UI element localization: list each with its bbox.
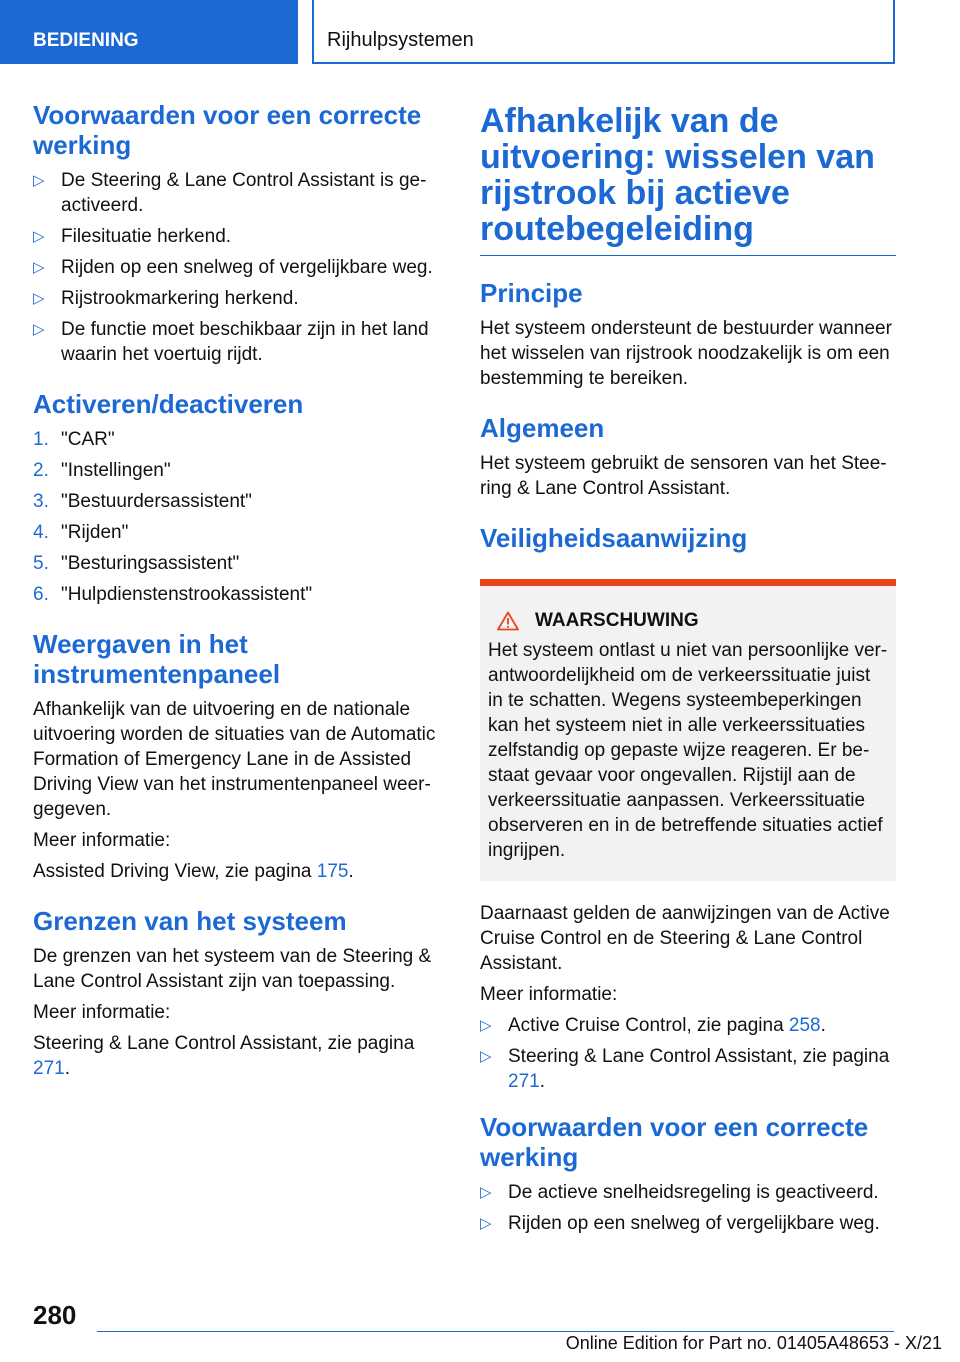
list-item: ▷ De actieve snelheidsregeling is geactiveerd.	[480, 1182, 879, 1203]
principle-paragraph: Het systeem ondersteunt de bestuurder wanneer het wisselen van rijstrook noodzakelijk is om een bestemming te bereiken.	[480, 318, 892, 389]
list-item: ▷ Active Cruise Control, zie pagina 258.	[480, 1015, 826, 1036]
step-item: 2. "Instellingen"	[33, 460, 171, 481]
footer-divider	[97, 1331, 894, 1332]
page-link-175[interactable]: 175	[316, 861, 349, 882]
triangle-bullet-icon: ▷	[480, 1215, 492, 1232]
list-item: ▷ De functie moet beschikbaar zijn in het land waarin het voertuig rijdt.	[33, 319, 429, 365]
more-info-label: Meer informatie:	[33, 830, 171, 851]
footer-edition: Online Edition for Part no. 01405A48653 - X/21	[565, 1333, 942, 1353]
limits-paragraph: De grenzen van het systeem van de Steering & Lane Control Assistant zijn van toepassing.	[33, 946, 432, 992]
warning-triangle-icon	[497, 611, 519, 631]
display-reference: Assisted Driving View, zie pagina 175.	[33, 861, 354, 882]
heading-limits: Grenzen van het systeem	[33, 906, 347, 936]
list-item: ▷ Rijstrookmarkering herkend.	[33, 288, 299, 309]
conditions-list-2	[480, 1180, 896, 1236]
step-item: 5. "Besturingsassistent"	[33, 553, 240, 574]
steps-list	[33, 427, 441, 607]
heading-principle: Principe	[480, 278, 583, 308]
also-paragraph: Daarnaast gelden de aanwijzingen van de Active Cruise Control en de Steering & Lane Control Assistant.	[480, 903, 890, 974]
page-number: 280	[33, 1300, 77, 1330]
heading-activate: Activeren/deactiveren	[33, 389, 304, 419]
heading-conditions: Voorwaarden voor een correcte werking	[33, 100, 422, 160]
heading-general: Algemeen	[480, 413, 605, 443]
list-item: ▷ Rijden op een snelweg of vergelijkbare weg.	[33, 257, 433, 278]
more-info-label: Meer informatie:	[480, 984, 618, 1005]
step-item: 1. "CAR"	[33, 429, 115, 450]
heading-conditions-2: Voorwaarden voor een correcte werking	[480, 1112, 869, 1172]
step-item: 4. "Rijden"	[33, 522, 129, 543]
limits-reference: Steering & Lane Control Assistant, zie pagina 271.	[33, 1033, 415, 1079]
left-column	[33, 100, 441, 1087]
triangle-bullet-icon: ▷	[480, 1048, 492, 1065]
triangle-bullet-icon: ▷	[480, 1184, 492, 1201]
list-item: ▷ Filesituatie herkend.	[33, 226, 232, 247]
header-section-tab	[0, 0, 298, 64]
triangle-bullet-icon: ▷	[33, 228, 45, 245]
page-link-258[interactable]: 258	[788, 1015, 821, 1036]
heading-safety: Veiligheidsaanwijzing	[480, 523, 748, 553]
warning-text: Het systeem ontlast u niet van persoonlijke verantwoordelijkheid om de verkeerssituatie juist in te schatten. Wegens systeembeperkingen kan het systeem niet in alle verkeerssituaties zelfstandig op gepaste wijze reageren. Er bestaat gevaar voor ongevallen. Rijstijl aan de verkeerssituatie aanpassen. Verkeerssituatie observeren en in de betreffende situaties actief ingrijpen.	[488, 640, 888, 861]
triangle-bullet-icon: ▷	[33, 321, 45, 338]
list-item: ▷ De Steering & Lane Control Assistant is geactiveerd.	[33, 170, 427, 216]
triangle-bullet-icon: ▷	[33, 172, 45, 189]
conditions-list	[33, 168, 441, 367]
page-link-271[interactable]: 271	[33, 1058, 65, 1079]
step-item: 6. "Hulpdienstenstrookassistent"	[33, 584, 313, 605]
triangle-bullet-icon: ▷	[33, 259, 45, 276]
page-link-271[interactable]: 271	[508, 1071, 540, 1092]
heading-display: Weergaven in het instrumentenpaneel	[33, 629, 281, 689]
right-column	[480, 100, 896, 1254]
triangle-bullet-icon: ▷	[33, 290, 45, 307]
list-item: ▷ Steering & Lane Control Assistant, zie pagina 271.	[480, 1046, 890, 1092]
warning-title: WAARSCHUWING	[488, 610, 888, 632]
header-section-label: BEDIENING	[33, 30, 139, 51]
header-chapter-tab	[312, 0, 895, 64]
display-paragraph: Afhankelijk van de uitvoering en de nationale uitvoering worden de situaties van de Automatic Formation of Emergency Lane in de Assisted Driving View van het instrumentenpaneel weergegeven.	[33, 699, 436, 820]
warning-box	[480, 579, 896, 881]
general-paragraph: Het systeem gebruikt de sensoren van het Steering & Lane Control Assistant.	[480, 453, 887, 499]
reference-list	[480, 1013, 896, 1094]
step-item: 3. "Bestuurdersassistent"	[33, 491, 252, 512]
triangle-bullet-icon: ▷	[480, 1017, 492, 1034]
main-heading: Afhankelijk van de uitvoering: wisselen van rijstrook bij actieve routebegeleiding	[480, 103, 896, 256]
list-item: ▷ Rijden op een snelweg of vergelijkbare weg.	[480, 1213, 880, 1234]
more-info-label: Meer informatie:	[33, 1002, 171, 1023]
header-chapter-label: Rijhulpsystemen	[327, 29, 474, 51]
